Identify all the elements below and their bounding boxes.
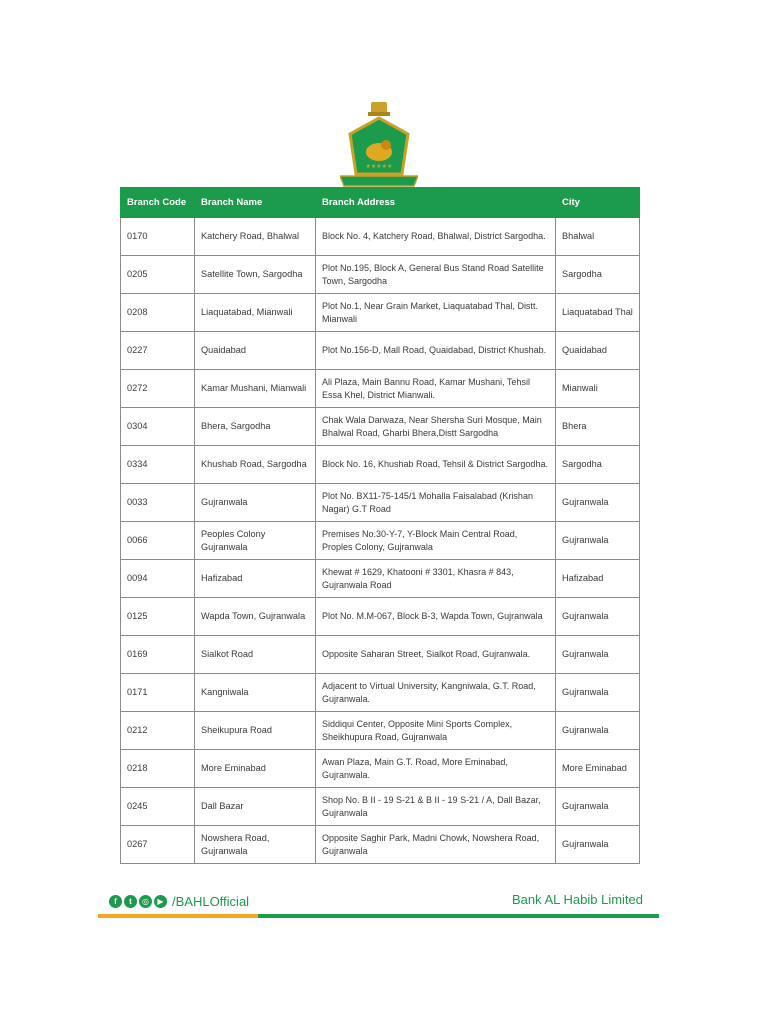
cell-branch-code: 0245	[121, 788, 195, 826]
cell-branch-name: Wapda Town, Gujranwala	[195, 598, 316, 636]
cell-branch-name: Dall Bazar	[195, 788, 316, 826]
cell-branch-code: 0169	[121, 636, 195, 674]
cell-branch-name: Hafizabad	[195, 560, 316, 598]
cell-branch-address: Block No. 16, Khushab Road, Tehsil & District Sargodha.	[316, 446, 556, 484]
table-row	[121, 218, 640, 256]
cell-branch-code: 0334	[121, 446, 195, 484]
cell-branch-code: 0094	[121, 560, 195, 598]
cell-city: Hafizabad	[556, 560, 640, 598]
cell-branch-code: 0218	[121, 750, 195, 788]
table-row	[121, 332, 640, 370]
svg-text:★★★★★: ★★★★★	[365, 163, 393, 170]
table-row	[121, 294, 640, 332]
cell-branch-name: Sheikupura Road	[195, 712, 316, 750]
cell-city: Gujranwala	[556, 636, 640, 674]
cell-branch-code: 0125	[121, 598, 195, 636]
branch-table	[120, 187, 640, 864]
table-row	[121, 750, 640, 788]
footer-color-bar	[98, 914, 659, 918]
cell-branch-code: 0212	[121, 712, 195, 750]
table-header-row	[121, 188, 640, 218]
cell-branch-address: Shop No. B II - 19 S-21 & B II - 19 S-21 / A, Dall Bazar, Gujranwala	[316, 788, 556, 826]
cell-branch-address: Awan Plaza, Main G.T. Road, More Eminabad, Gujranwala.	[316, 750, 556, 788]
table-row	[121, 560, 640, 598]
cell-city: Gujranwala	[556, 788, 640, 826]
table-row	[121, 674, 640, 712]
cell-city: Mianwali	[556, 370, 640, 408]
cell-city: Gujranwala	[556, 826, 640, 864]
cell-branch-address: Block No. 4, Katchery Road, Bhalwal, District Sargodha.	[316, 218, 556, 256]
cell-city: Bhera	[556, 408, 640, 446]
cell-branch-name: Katchery Road, Bhalwal	[195, 218, 316, 256]
cell-city: More Eminabad	[556, 750, 640, 788]
cell-branch-code: 0205	[121, 256, 195, 294]
cell-branch-code: 0272	[121, 370, 195, 408]
table-row	[121, 636, 640, 674]
cell-city: Gujranwala	[556, 674, 640, 712]
twitter-icon[interactable]: t	[124, 895, 137, 908]
table-row	[121, 522, 640, 560]
cell-branch-name: Quaidabad	[195, 332, 316, 370]
cell-branch-name: Bhera, Sargodha	[195, 408, 316, 446]
cell-city: Gujranwala	[556, 598, 640, 636]
cell-city: Gujranwala	[556, 522, 640, 560]
cell-branch-code: 0227	[121, 332, 195, 370]
table-row	[121, 256, 640, 294]
cell-branch-code: 0267	[121, 826, 195, 864]
cell-branch-name: Sialkot Road	[195, 636, 316, 674]
table-row	[121, 712, 640, 750]
cell-branch-name: Peoples Colony Gujranwala	[195, 522, 316, 560]
cell-branch-address: Plot No. BX11-75-145/1 Mohalla Faisalabad (Krishan Nagar) G.T Road	[316, 484, 556, 522]
cell-branch-name: Kamar Mushani, Mianwali	[195, 370, 316, 408]
cell-branch-code: 0171	[121, 674, 195, 712]
table-row	[121, 484, 640, 522]
cell-branch-name: Kangniwala	[195, 674, 316, 712]
table-row	[121, 826, 640, 864]
header-city: City	[556, 188, 640, 218]
cell-branch-address: Plot No.1, Near Grain Market, Liaquatabad Thal, Distt. Mianwali	[316, 294, 556, 332]
cell-branch-address: Ali Plaza, Main Bannu Road, Kamar Mushani, Tehsil Essa Khel, District Mianwali.	[316, 370, 556, 408]
social-handle: /BAHLOfficial	[172, 893, 250, 909]
cell-branch-name: Nowshera Road, Gujranwala	[195, 826, 316, 864]
facebook-icon[interactable]: f	[109, 895, 122, 908]
footer-bar-orange	[98, 914, 258, 918]
cell-branch-address: Plot No. M.M-067, Block B-3, Wapda Town, Gujranwala	[316, 598, 556, 636]
cell-city: Gujranwala	[556, 484, 640, 522]
header-branch-address: Branch Address	[316, 188, 556, 218]
footer-bar-green	[258, 914, 659, 918]
cell-branch-code: 0208	[121, 294, 195, 332]
cell-branch-code: 0304	[121, 408, 195, 446]
table-row	[121, 788, 640, 826]
cell-city: Gujranwala	[556, 712, 640, 750]
cell-branch-address: Premises No.30-Y-7, Y-Block Main Central Road, Proples Colony, Gujranwala	[316, 522, 556, 560]
cell-city: Sargodha	[556, 256, 640, 294]
table-row	[121, 598, 640, 636]
cell-branch-address: Plot No.195, Block A, General Bus Stand Road Satellite Town, Sargodha	[316, 256, 556, 294]
bank-emblem-icon	[340, 100, 418, 188]
cell-branch-name: Satellite Town, Sargodha	[195, 256, 316, 294]
cell-branch-code: 0066	[121, 522, 195, 560]
bank-name: Bank AL Habib Limited	[511, 892, 643, 907]
cell-branch-address: Opposite Saharan Street, Sialkot Road, Gujranwala.	[316, 636, 556, 674]
cell-branch-code: 0033	[121, 484, 195, 522]
cell-branch-address: Khewat # 1629, Khatooni # 3301, Khasra # 843, Gujranwala Road	[316, 560, 556, 598]
table-row	[121, 408, 640, 446]
cell-branch-name: Khushab Road, Sargodha	[195, 446, 316, 484]
cell-branch-address: Siddiqui Center, Opposite Mini Sports Complex, Sheikhupura Road, Gujranwala	[316, 712, 556, 750]
cell-branch-address: Plot No.156-D, Mall Road, Quaidabad, District Khushab.	[316, 332, 556, 370]
instagram-icon[interactable]: ◎	[139, 895, 152, 908]
cell-city: Liaquatabad Thal	[556, 294, 640, 332]
cell-branch-address: Adjacent to Virtual University, Kangniwala, G.T. Road, Gujranwala.	[316, 674, 556, 712]
cell-branch-name: Liaquatabad, Mianwali	[195, 294, 316, 332]
cell-branch-name: Gujranwala	[195, 484, 316, 522]
table-row	[121, 370, 640, 408]
header-branch-code: Branch Code	[121, 188, 195, 218]
table-row	[121, 446, 640, 484]
cell-city: Sargodha	[556, 446, 640, 484]
header-branch-name: Branch Name	[195, 188, 316, 218]
youtube-icon[interactable]: ▶	[154, 895, 167, 908]
cell-city: Quaidabad	[556, 332, 640, 370]
cell-city: Bhalwal	[556, 218, 640, 256]
social-links	[109, 892, 249, 910]
cell-branch-code: 0170	[121, 218, 195, 256]
cell-branch-name: More Eminabad	[195, 750, 316, 788]
cell-branch-address: Chak Wala Darwaza, Near Shersha Suri Mosque, Main Bhalwal Road, Gharbi Bhera,Distt Sargodha	[316, 408, 556, 446]
cell-branch-address: Opposite Saghir Park, Madni Chowk, Nowshera Road, Gujranwala	[316, 826, 556, 864]
